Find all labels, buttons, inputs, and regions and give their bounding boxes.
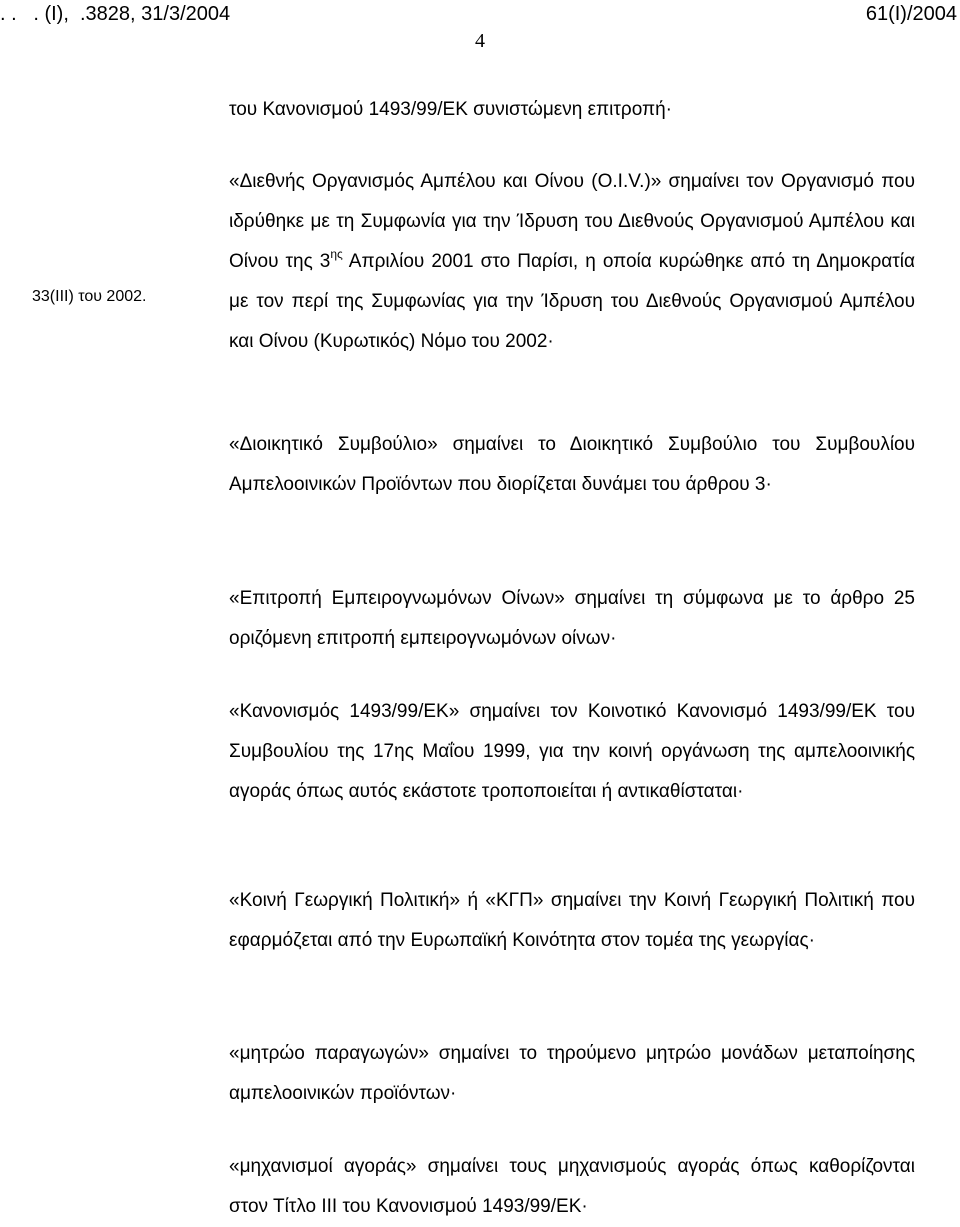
definition-regulation: «Κανονισμός 1493/99/ΕΚ» σημαίνει τον Κοινοτικό Κανονισμό 1493/99/ΕΚ του Συμβουλίου της 17ης Μαΐου 1999, για την κοινή οργάνωση της αμπελοοινικής αγοράς όπως αυτός εκάστοτε τροποποιείται ή αντικαθίσταται·	[229, 701, 915, 802]
header-right: 61(Ι)/2004	[865, 3, 957, 25]
ordinal-superscript: ης	[330, 247, 343, 261]
definition-wine-experts: «Επιτροπή Εμπειρογνωμόνων Οίνων» σημαίνει τη σύμφωνα με το άρθρο 25 οριζόμενη επιτροπή εμπειρογνωμόνων οίνων·	[229, 588, 915, 649]
definition-oiv	[229, 162, 915, 362]
header-left: . . . (Ι), .3828, 31/3/2004	[0, 3, 231, 25]
definition-market-mechanisms: «μηχανισμοί αγοράς» σημαίνει τους μηχανισμούς αγοράς όπως καθορίζονται στον Τίτλο ΙΙΙ του Κανονισμού 1493/99/ΕΚ·	[229, 1156, 915, 1217]
definition-board: «Διοικητικό Συμβούλιο» σημαίνει το Διοικητικό Συμβούλιο του Συμβουλίου Αμπελοοινικών Προϊόντων που διορίζεται δυνάμει του άρθρου 3·	[229, 434, 915, 495]
definition-cap: «Κοινή Γεωργική Πολιτική» ή «ΚΓΠ» σημαίνει την Κοινή Γεωργική Πολιτική που εφαρμόζεται από την Ευρωπαϊκή Κοινότητα στον τομέα της γεωργίας·	[229, 890, 915, 951]
definition-producers-register: «μητρώο παραγωγών» σημαίνει το τηρούμενο μητρώο μονάδων μεταποίησης αμπελοοινικών προϊόντων·	[229, 1043, 915, 1104]
intro-line: του Κανονισμού 1493/99/ΕΚ συνιστώμενη επιτροπή·	[229, 99, 672, 120]
definition-text-cont: Απριλίου 2001 στο Παρίσι, η οποία κυρώθηκε από τη Δημοκρατία με τον περί της Συμφωνίας για την Ίδρυση του Διεθνούς Οργανισμού Αμπέλου και Οίνου (Κυρωτικός) Νόμο του 2002·	[229, 251, 916, 352]
page-number: 4	[475, 30, 485, 52]
margin-note: 33(ΙΙΙ) του 2002.	[32, 288, 147, 305]
definition-text: «Διεθνής Οργανισμός Αμπέλου και Οίνου (O.I.V.)» σημαίνει τον Οργανισμό που ιδρύθηκε με τη Συμφωνία για την Ίδρυση του Διεθνούς Οργανισμού Αμπέλου και Οίνου της 3	[229, 171, 915, 272]
